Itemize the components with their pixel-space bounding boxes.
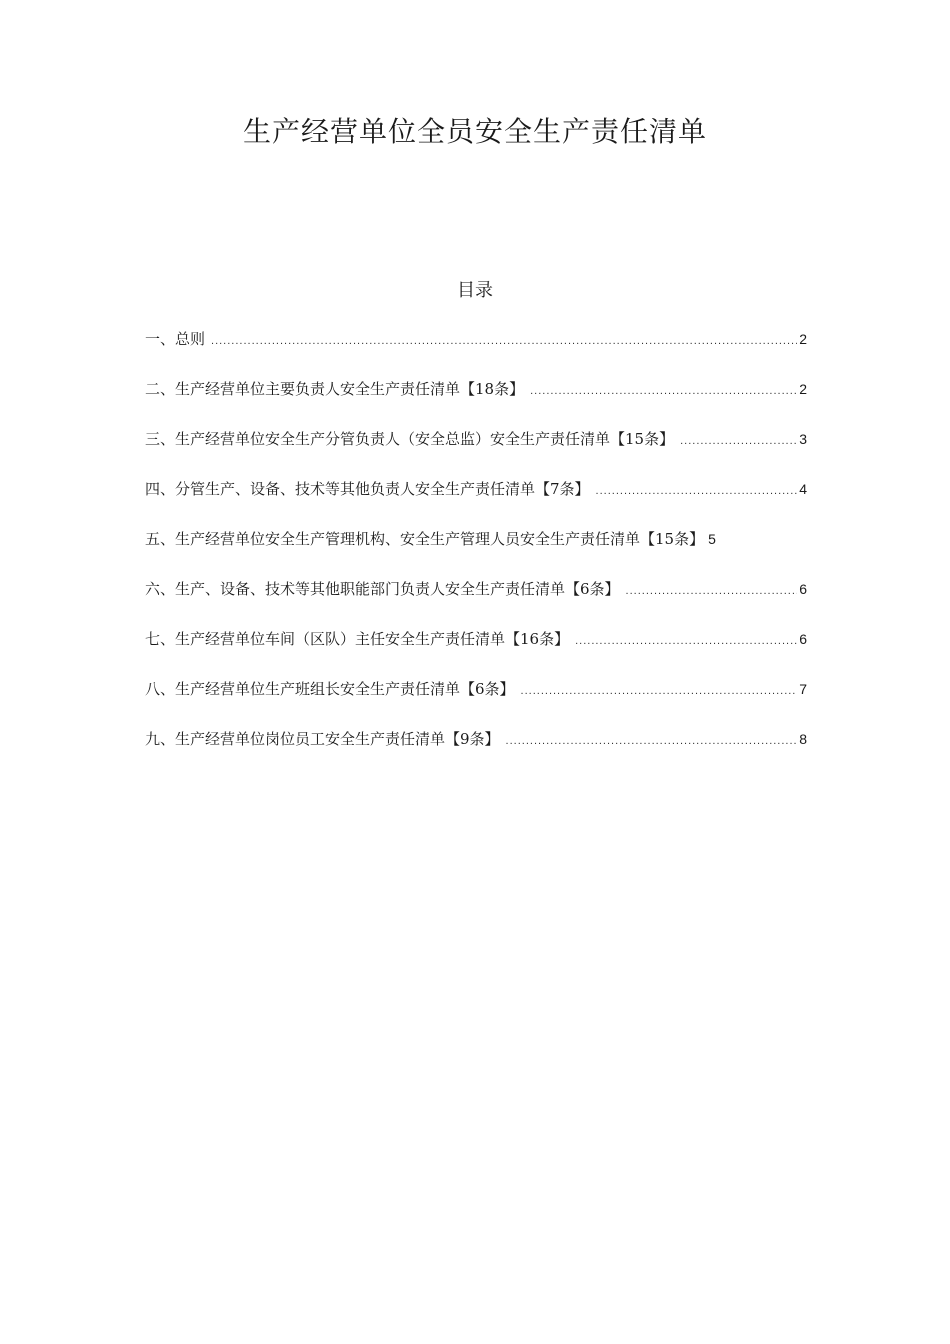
- toc-entry-4[interactable]: [145, 476, 807, 526]
- document-title: 生产经营单位全员安全生产责任清单: [242, 115, 707, 148]
- toc-page-number: 4: [799, 481, 807, 497]
- toc-entry-text: 三、生产经营单位安全生产分管负责人（安全总监）安全生产责任清单【15条】: [145, 430, 675, 448]
- toc-page-number: 8: [799, 731, 807, 747]
- toc-leader-dots: [506, 728, 798, 754]
- toc-leader-dots: [680, 428, 797, 454]
- toc-heading: 目录: [457, 280, 493, 301]
- toc-entry-text: 四、分管生产、设备、技术等其他负责人安全生产责任清单【7条】: [145, 480, 590, 498]
- toc-entry-text: 九、生产经营单位岗位员工安全生产责任清单【9条】: [145, 730, 500, 748]
- toc-entry-2[interactable]: [145, 376, 807, 426]
- toc-page-number: 2: [799, 381, 807, 397]
- toc-leader-dots: [575, 628, 797, 654]
- toc-page-number: 5: [708, 531, 716, 547]
- toc-entry-text: 一、总则: [145, 330, 206, 348]
- toc-leader-dots: [626, 578, 798, 604]
- toc-page-number: 3: [799, 431, 807, 447]
- toc-leader-dots: [596, 478, 798, 504]
- toc-page-number: 7: [799, 681, 807, 697]
- toc-entry-6[interactable]: [145, 576, 807, 626]
- toc-entry-7[interactable]: [145, 626, 807, 676]
- toc-leader-dots: [521, 678, 798, 704]
- toc-entry-text: 二、生产经营单位主要负责人安全生产责任清单【18条】: [145, 380, 525, 398]
- toc-page-number: 6: [799, 581, 807, 597]
- toc-page-number: 2: [799, 331, 807, 347]
- toc-entry-text: 七、生产经营单位车间（区队）主任安全生产责任清单【16条】: [145, 630, 570, 648]
- toc-entry-text: 六、生产、设备、技术等其他职能部门负责人安全生产责任清单【6条】: [145, 580, 620, 598]
- toc-leader-dots: [211, 328, 797, 354]
- toc-entry-text: 八、生产经营单位生产班组长安全生产责任清单【6条】: [145, 680, 515, 698]
- toc-entry-9[interactable]: [145, 726, 807, 776]
- toc-entry-3[interactable]: [145, 426, 807, 476]
- toc-leader-dots: [530, 378, 797, 404]
- toc-entry-5[interactable]: [145, 526, 807, 576]
- toc-page-number: 6: [799, 631, 807, 647]
- table-of-contents: [145, 326, 807, 776]
- toc-entry-1[interactable]: [145, 326, 807, 376]
- toc-entry-8[interactable]: [145, 676, 807, 726]
- toc-entry-text: 五、生产经营单位安全生产管理机构、安全生产管理人员安全生产责任清单【15条】: [145, 530, 705, 548]
